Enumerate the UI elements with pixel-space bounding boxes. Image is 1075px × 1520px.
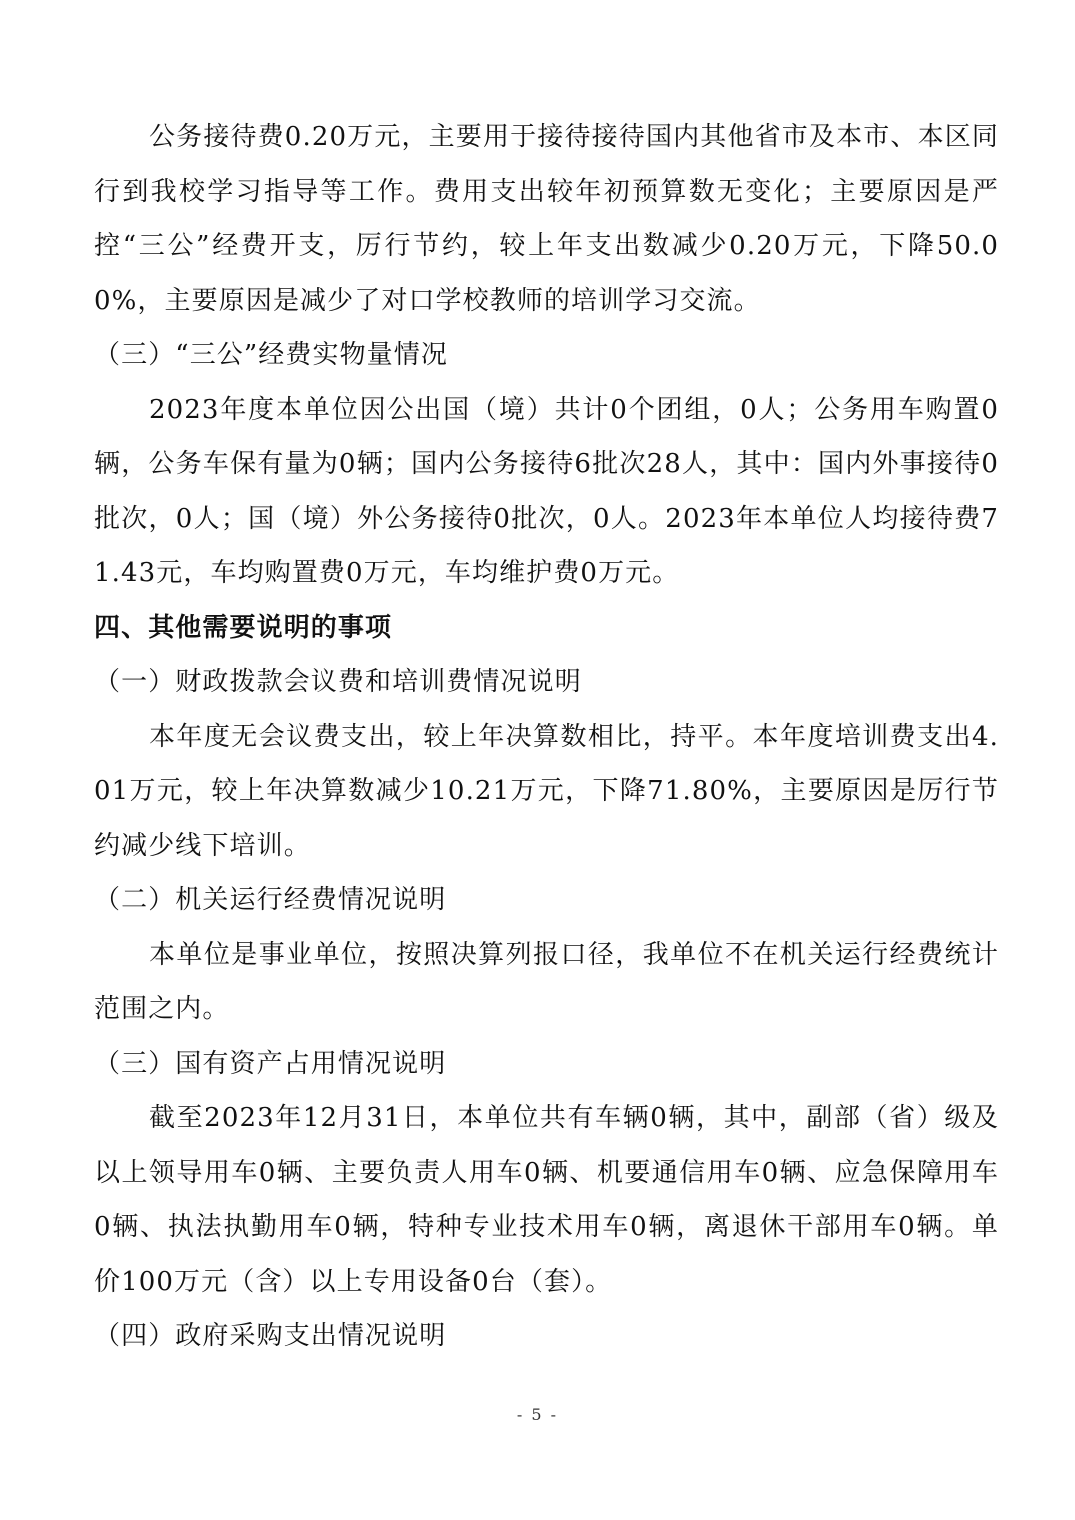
- state-assets-heading: （三）国有资产占用情况说明: [94, 1048, 447, 1079]
- meeting-training-heading: （一）财政拨款会议费和培训费情况说明: [94, 667, 582, 697]
- page-number: - 5 -: [516, 1405, 559, 1424]
- document-page: [94, 110, 999, 1364]
- reception-fee-paragraph: 公务接待费0.20万元，主要用于接待接待国内其他省市及本市、本区同行到我校学习指导等工作。费用支出较年初预算数无变化；主要原因是严控“三公”经费开支，厉行节约，较上年支出数减少0.20万元，下降50.00%，主要原因是减少了对口学校教师的培训学习交流。: [94, 122, 999, 316]
- state-assets-paragraph: 截至2023年12月31日，本单位共有车辆0辆，其中，副部（省）级及以上领导用车0辆、主要负责人用车0辆、机要通信用车0辆、应急保障用车0辆、执法执勤用车0辆，特种专业技术用车0辆，离退休干部用车0辆。单价100万元（含）以上专用设备0台（套）。: [94, 1103, 999, 1297]
- operation-cost-paragraph: 本单位是事业单位，按照决算列报口径，我单位不在机关运行经费统计范围之内。: [94, 939, 999, 1024]
- procurement-heading: （四）政府采购支出情况说明: [94, 1321, 447, 1351]
- physical-quantity-paragraph: 2023年度本单位因公出国（境）共计0个团组，0人；公务用车购置0辆，公务车保有量为0辆；国内公务接待6批次28人，其中：国内外事接待0批次，0人；国（境）外公务接待0批次，0人。2023年本单位人均接待费71.43元，车均购置费0万元，车均维护费0万元。: [94, 394, 999, 588]
- physical-quantity-heading: （三）“三公”经费实物量情况: [94, 340, 448, 370]
- operation-cost-heading: （二）机关运行经费情况说明: [94, 885, 447, 915]
- section-four-heading: 四、其他需要说明的事项: [94, 612, 393, 643]
- meeting-training-paragraph: 本年度无会议费支出，较上年决算数相比，持平。本年度培训费支出4.01万元，较上年决算数减少10.21万元，下降71.80%，主要原因是厉行节约减少线下培训。: [94, 721, 999, 861]
